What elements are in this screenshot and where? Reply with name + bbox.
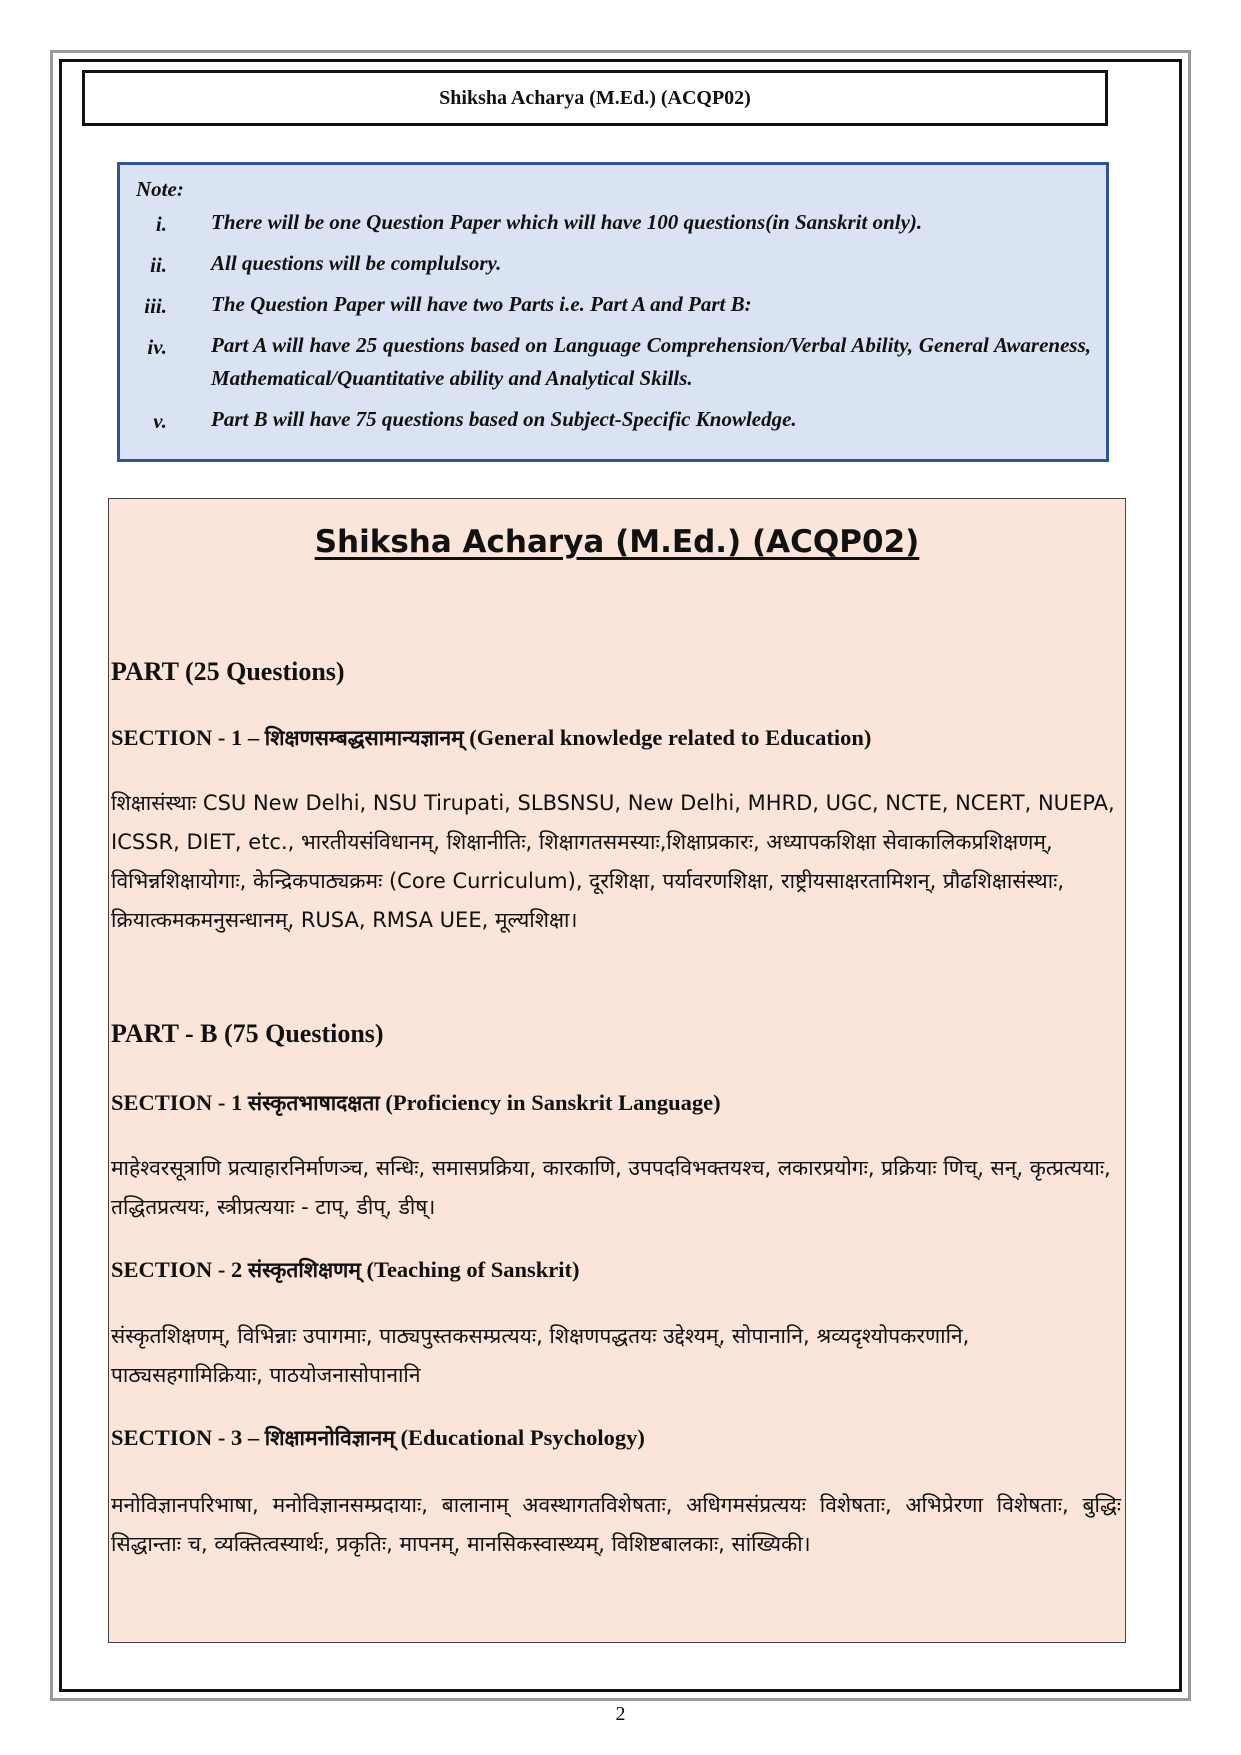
note-item-number: v. [153, 409, 167, 433]
part-b-section-3-content: मनोविज्ञानपरिभाषा, मनोविज्ञानसम्प्रदायाः, बालानाम् अवस्थागतविशेषताः, अधिगमसंप्रत्ययः विशेषताः, अभिप्रेरणा विशेषताः, बुद्धिः सिद्धान्ताः च, व्यक्तित्वस्यार्थः, प्रकृतिः, मापनम्, मानसिकस्वास्थ्यम्, विशिष्टबालकाः, सांख्यिकी। [111, 1493, 1121, 1556]
section-sanskrit-title: संस्कृतभाषादक्षता [247, 1091, 380, 1115]
note-item-text: Part B will have 75 questions based on Subject-Specific Knowledge. [211, 407, 797, 431]
part-b-section-1-content: माहेश्वरसूत्राणि प्रत्याहारनिर्माणञ्च, सन्धिः, समासप्रक्रिया, कारकाणि, उपपदविभक्तयश्च, लकारप्रयोगः, प्रक्रियाः णिच्, सन्, कृत्प्रत्ययाः, तद्धितप्रत्ययः, स्त्रीप्रत्ययाः - टाप्, डीप्, डीष्। [111, 1156, 1111, 1219]
note-item-text: There will be one Question Paper which will have 100 questions(in Sanskrit only). [211, 210, 923, 234]
note-item-number: i. [155, 212, 167, 236]
note-item-number: ii. [150, 253, 167, 277]
syllabus-box [108, 498, 1126, 1643]
section-english-title: (General knowledge related to Education) [463, 725, 872, 750]
section-sanskrit-title: शिक्षणसम्बद्धसामान्यज्ञानम् [264, 726, 464, 750]
note-box [117, 162, 1109, 462]
section-prefix: SECTION - 1 – [111, 725, 265, 750]
page-number: 2 [615, 1703, 626, 1725]
part-a-heading: PART (25 Questions) [111, 657, 345, 686]
section-sanskrit-title: शिक्षामनोविज्ञानम् [264, 1426, 395, 1450]
note-item-text: The Question Paper will have two Parts i.e. Part A and Part B: [211, 292, 752, 316]
part-a-section-1-heading [111, 724, 871, 752]
syllabus-title: Shiksha Acharya (M.Ed.) (ACQP02) [314, 524, 920, 560]
header-box [82, 70, 1108, 126]
section-sanskrit-title: संस्कृतशिक्षणम् [247, 1258, 361, 1282]
note-item-number: iii. [144, 294, 167, 318]
part-b-section-2-content: संस्कृतशिक्षणम्, विभिन्नाः उपागमाः, पाठ्यपुस्तकसम्प्रत्ययः, शिक्षणपद्धतयः उद्देश्यम्, सोपानानि, श्रव्यदृश्योपकरणानि, पाठ्यसहगामिक्रियाः, पाठयोजनासोपानानि [111, 1324, 970, 1387]
section-english-title: (Teaching of Sanskrit) [360, 1257, 580, 1282]
note-title: Note: [136, 177, 184, 201]
part-a-section-1-content: शिक्षासंस्थाः CSU New Delhi, NSU Tirupati, SLBSNSU, New Delhi, MHRD, UGC, NCTE, NCERT, NUEPA, ICSSR, DIET, etc., भारतीयसंविधानम्, शिक्षानीतिः, शिक्षागतसमस्याः,शिक्षाप्रकारः, अध्यापकशिक्षा सेवाकालिकप्रशिक्षणम्, विभिन्नशिक्षायोगाः, केन्द्रिकपाठ्यक्रमः (Core Curriculum), दूरशिक्षा, पर्यावरणशिक्षा, राष्ट्रीयसाक्षरतामिशन्, प्रौढशिक्षासंस्थाः, क्रियात्कमकमनुसन्धानम्, RUSA, RMSA UEE, मूल्यशिक्षा। [111, 791, 1115, 932]
header-title: Shiksha Acharya (M.Ed.) (ACQP02) [439, 86, 751, 109]
part-b-section-2-heading [111, 1256, 579, 1284]
note-item-text: Part A will have 25 questions based on Language Comprehension/Verbal Ability, General Awareness, Mathematical/Quantitative ability and Analytical Skills. [211, 333, 1091, 390]
note-item-number: iv. [147, 335, 167, 359]
part-b-heading: PART - B (75 Questions) [111, 1019, 384, 1048]
section-prefix: SECTION - 1 [111, 1090, 248, 1115]
section-prefix: SECTION - 2 [111, 1257, 248, 1282]
section-english-title: (Educational Psychology) [394, 1425, 645, 1450]
part-b-section-3-heading [111, 1424, 645, 1452]
note-item-text: All questions will be complulsory. [211, 251, 502, 275]
part-b-section-1-heading [111, 1089, 721, 1117]
section-prefix: SECTION - 3 – [111, 1425, 265, 1450]
section-english-title: (Proficiency in Sanskrit Language) [379, 1090, 721, 1115]
